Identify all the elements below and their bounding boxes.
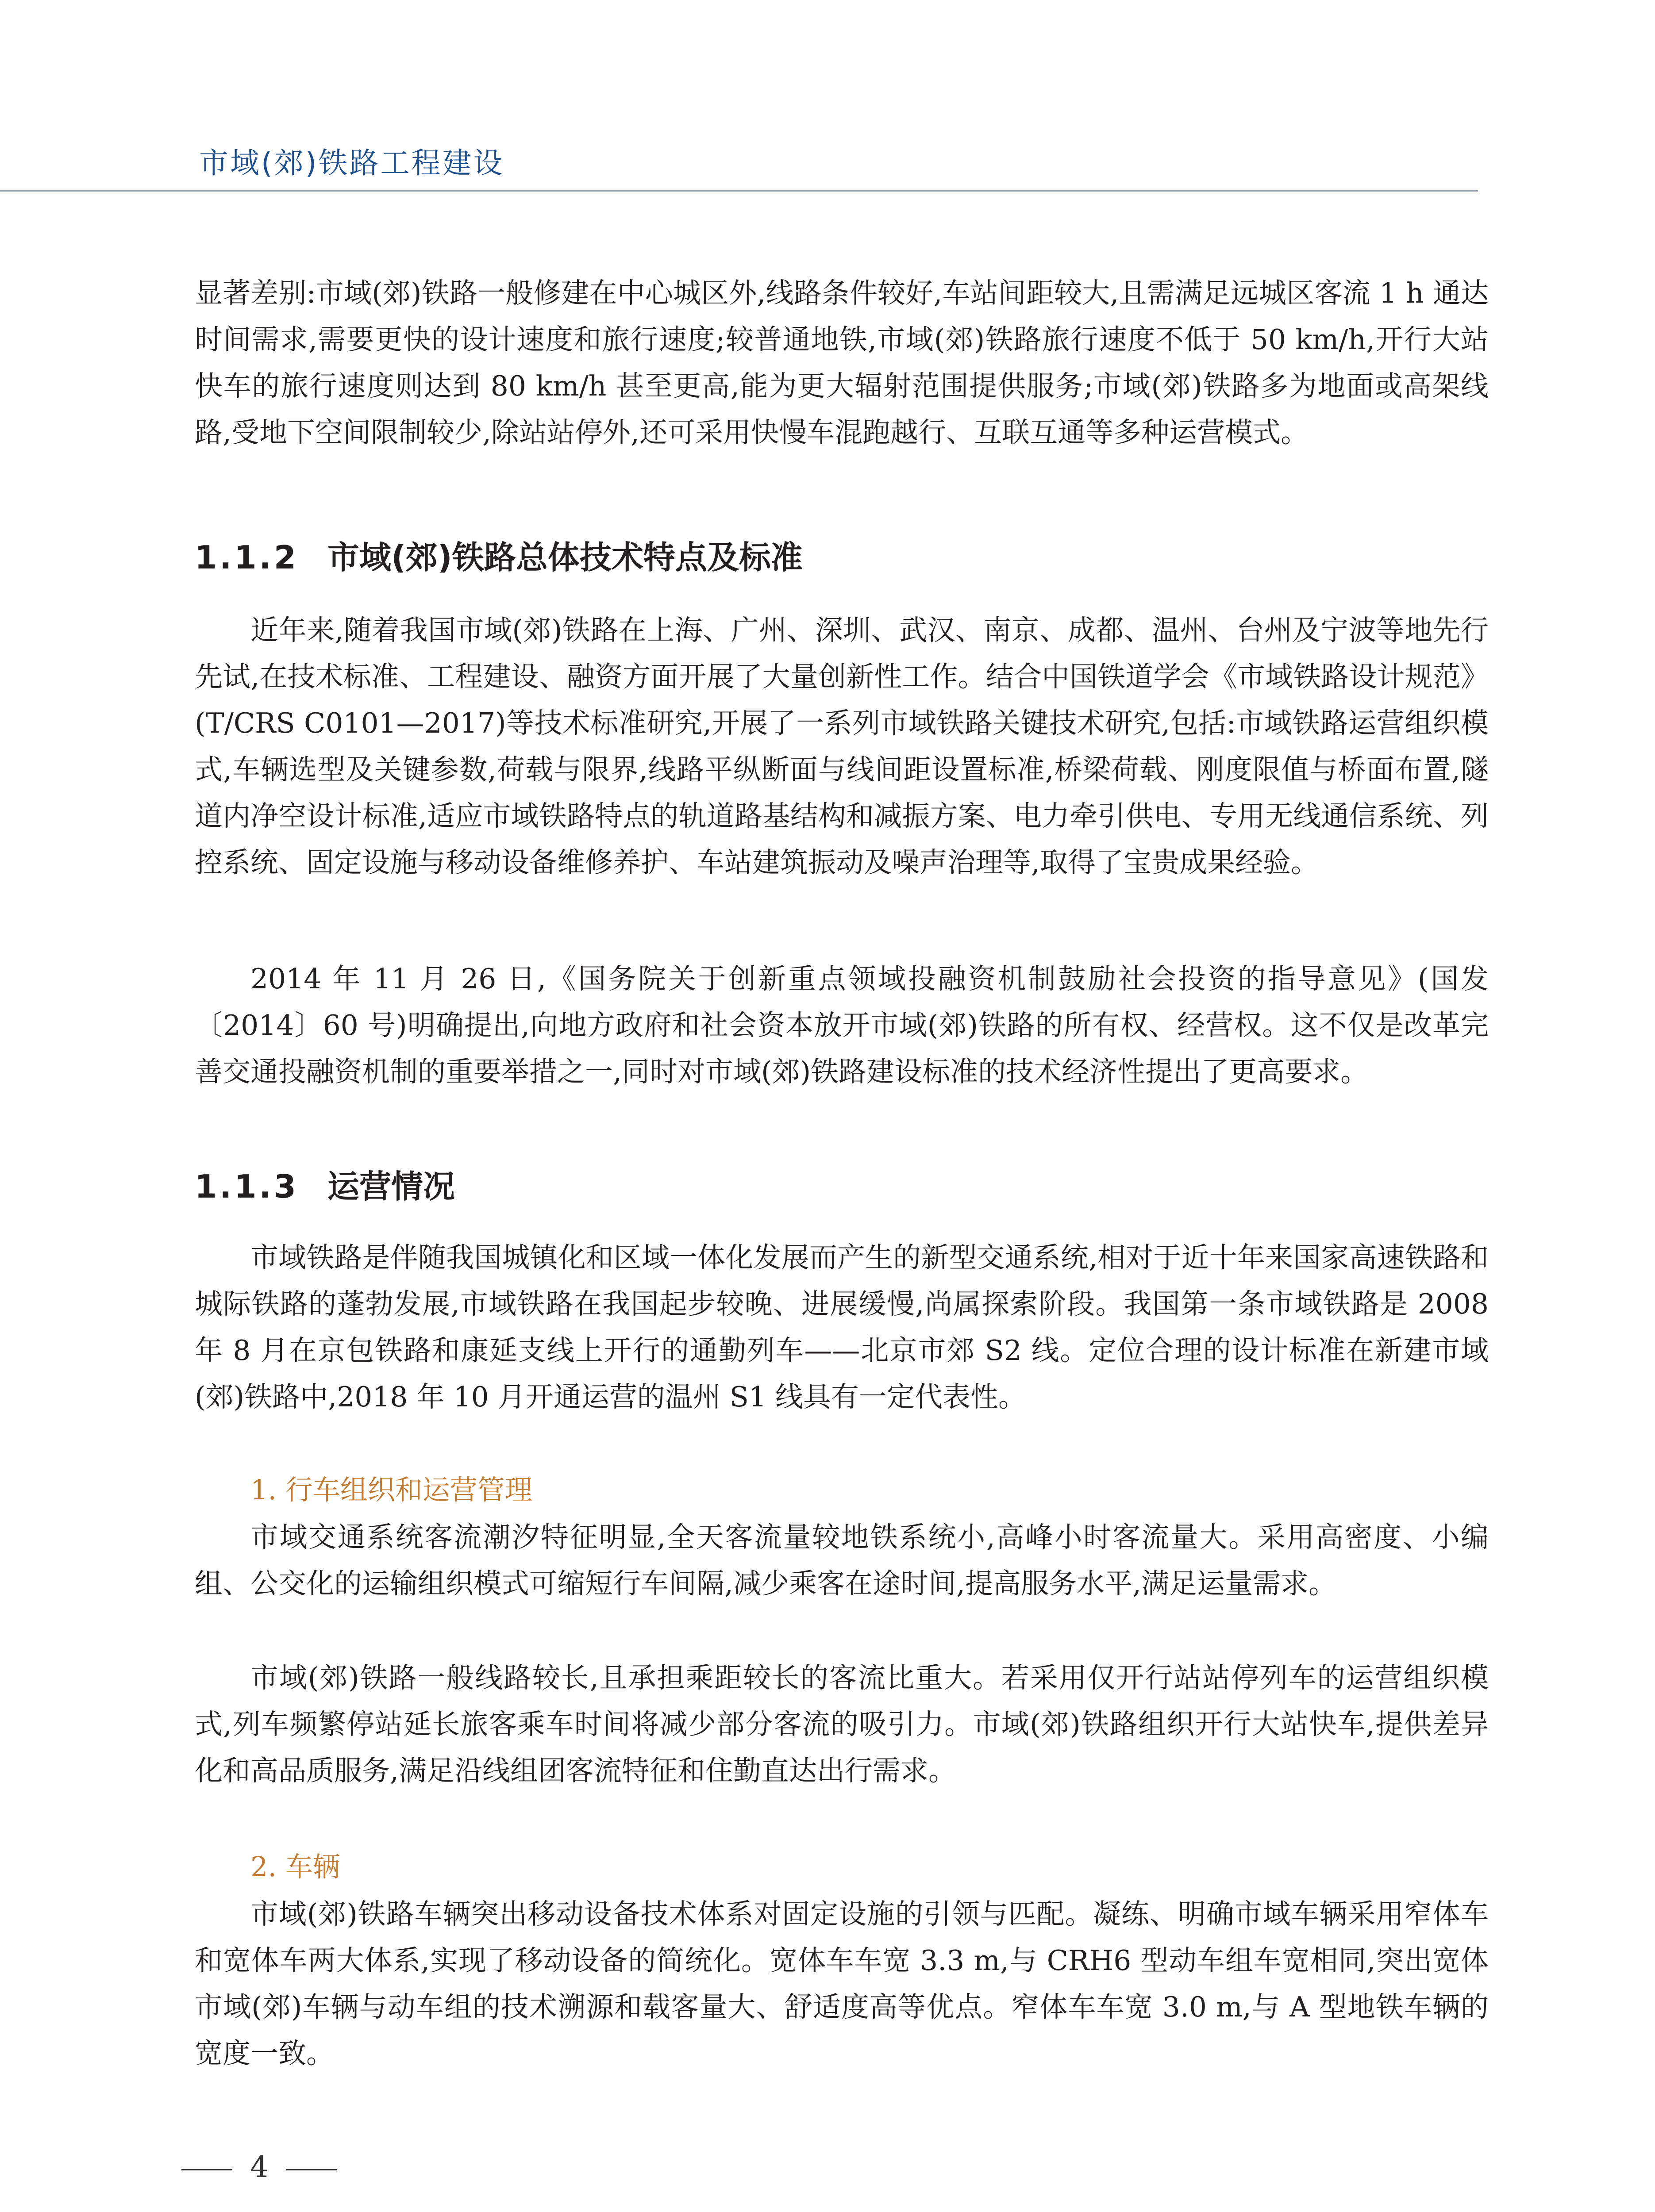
section-number: 1.1.3 — [195, 1168, 299, 1205]
footer-dash-left — [181, 2169, 232, 2170]
section-1-1-2-paragraph-1: 近年来,随着我国市域(郊)铁路在上海、广州、深圳、武汉、南京、成都、温州、台州及宁波等地先行先试,在技术标准、工程建设、融资方面开展了大量创新性工作。结合中国铁道学会《市域铁路设计规范》(T/CRS C0101—2017)等技术标准研究,开展了一系列市域铁路关键技术研究,包括:市域铁路运营组织模式,车辆选型及关键参数,荷载与限界,线路平纵断面与线间距设置标准,桥梁荷载、刚度限值与桥面布置,隧道内净空设计标准,适应市域铁路特点的轨道路基结构和减振方案、电力牵引供电、专用无线通信系统、列控系统、固定设施与移动设备维修养护、车站建筑振动及噪声治理等,取得了宝贵成果经验。 — [195, 614, 1489, 879]
intro-paragraph: 显著差别:市域(郊)铁路一般修建在中心城区外,线路条件较好,车站间距较大,且需满足远城区客流 1 h 通达时间需求,需要更快的设计速度和旅行速度;较普通地铁,市域(郊)铁路旅行速度不低于 50 km/h,开行大站快车的旅行速度则达到 80 km/h 甚至更高,能为更大辐射范围提供服务;市域(郊)铁路多为地面或高架线路,受地下空间限制较少,除站站停外,还可采用快慢车混跑越行、互联互通等多种运营模式。 — [195, 277, 1489, 449]
page-footer — [181, 2150, 337, 2184]
section-title: 运营情况 — [327, 1168, 455, 1205]
section-1-1-2-paragraph-2: 2014 年 11 月 26 日,《国务院关于创新重点领域投融资机制鼓励社会投资的指导意见》(国发〔2014〕60 号)明确提出,向地方政府和社会资本放开市域(郊)铁路的所有权、经营权。这不仅是改革完善交通投融资机制的重要举措之一,同时对市域(郊)铁路建设标准的技术经济性提出了更高要求。 — [195, 963, 1489, 1088]
subsection-1-title: 1. 行车组织和运营管理 — [250, 1474, 532, 1506]
subsection-2-title: 2. 车辆 — [250, 1851, 340, 1883]
section-1-1-3-paragraph-1: 市域铁路是伴随我国城镇化和区域一体化发展而产生的新型交通系统,相对于近十年来国家高速铁路和城际铁路的蓬勃发展,市域铁路在我国起步较晚、进展缓慢,尚属探索阶段。我国第一条市域铁路是 2008 年 8 月在京包铁路和康延支线上开行的通勤列车——北京市郊 S2 线。定位合理的设计标准在新建市域(郊)铁路中,2018 年 10 月开通运营的温州 S1 线具有一定代表性。 — [195, 1241, 1489, 1413]
footer-dash-right — [286, 2169, 337, 2170]
subsection-1-paragraph-2: 市域(郊)铁路一般线路较长,且承担乘距较长的客流比重大。若采用仅开行站站停列车的运营组织模式,列车频繁停站延长旅客乘车时间将减少部分客流的吸引力。市域(郊)铁路组织开行大站快车,提供差异化和高品质服务,满足沿线组团客流特征和住勤直达出行需求。 — [195, 1662, 1489, 1787]
section-number: 1.1.2 — [195, 539, 299, 576]
section-title: 市域(郊)铁路总体技术特点及标准 — [327, 539, 803, 576]
subsection-2-paragraph-1: 市域(郊)铁路车辆突出移动设备技术体系对固定设施的引领与匹配。凝练、明确市域车辆采用窄体车和宽体车两大体系,实现了移动设备的简统化。宽体车车宽 3.3 m,与 CRH6 型动车组车宽相同,突出宽体市域(郊)车辆与动车组的技术溯源和载客量大、舒适度高等优点。窄体车车宽 3.0 m,与 A 型地铁车辆的宽度一致。 — [195, 1898, 1489, 2070]
header-rule — [0, 190, 1478, 192]
running-header-title: 市域(郊)铁路工程建设 — [199, 146, 504, 180]
subsection-1-paragraph-1: 市域交通系统客流潮汐特征明显,全天客流量较地铁系统小,高峰小时客流量大。采用高密度、小编组、公交化的运输组织模式可缩短行车间隔,减少乘客在途时间,提高服务水平,满足运量需求。 — [195, 1521, 1489, 1600]
section-1-1-3-heading — [195, 1164, 455, 1209]
section-1-1-2-heading — [195, 535, 803, 580]
page-number: 4 — [250, 2150, 269, 2184]
